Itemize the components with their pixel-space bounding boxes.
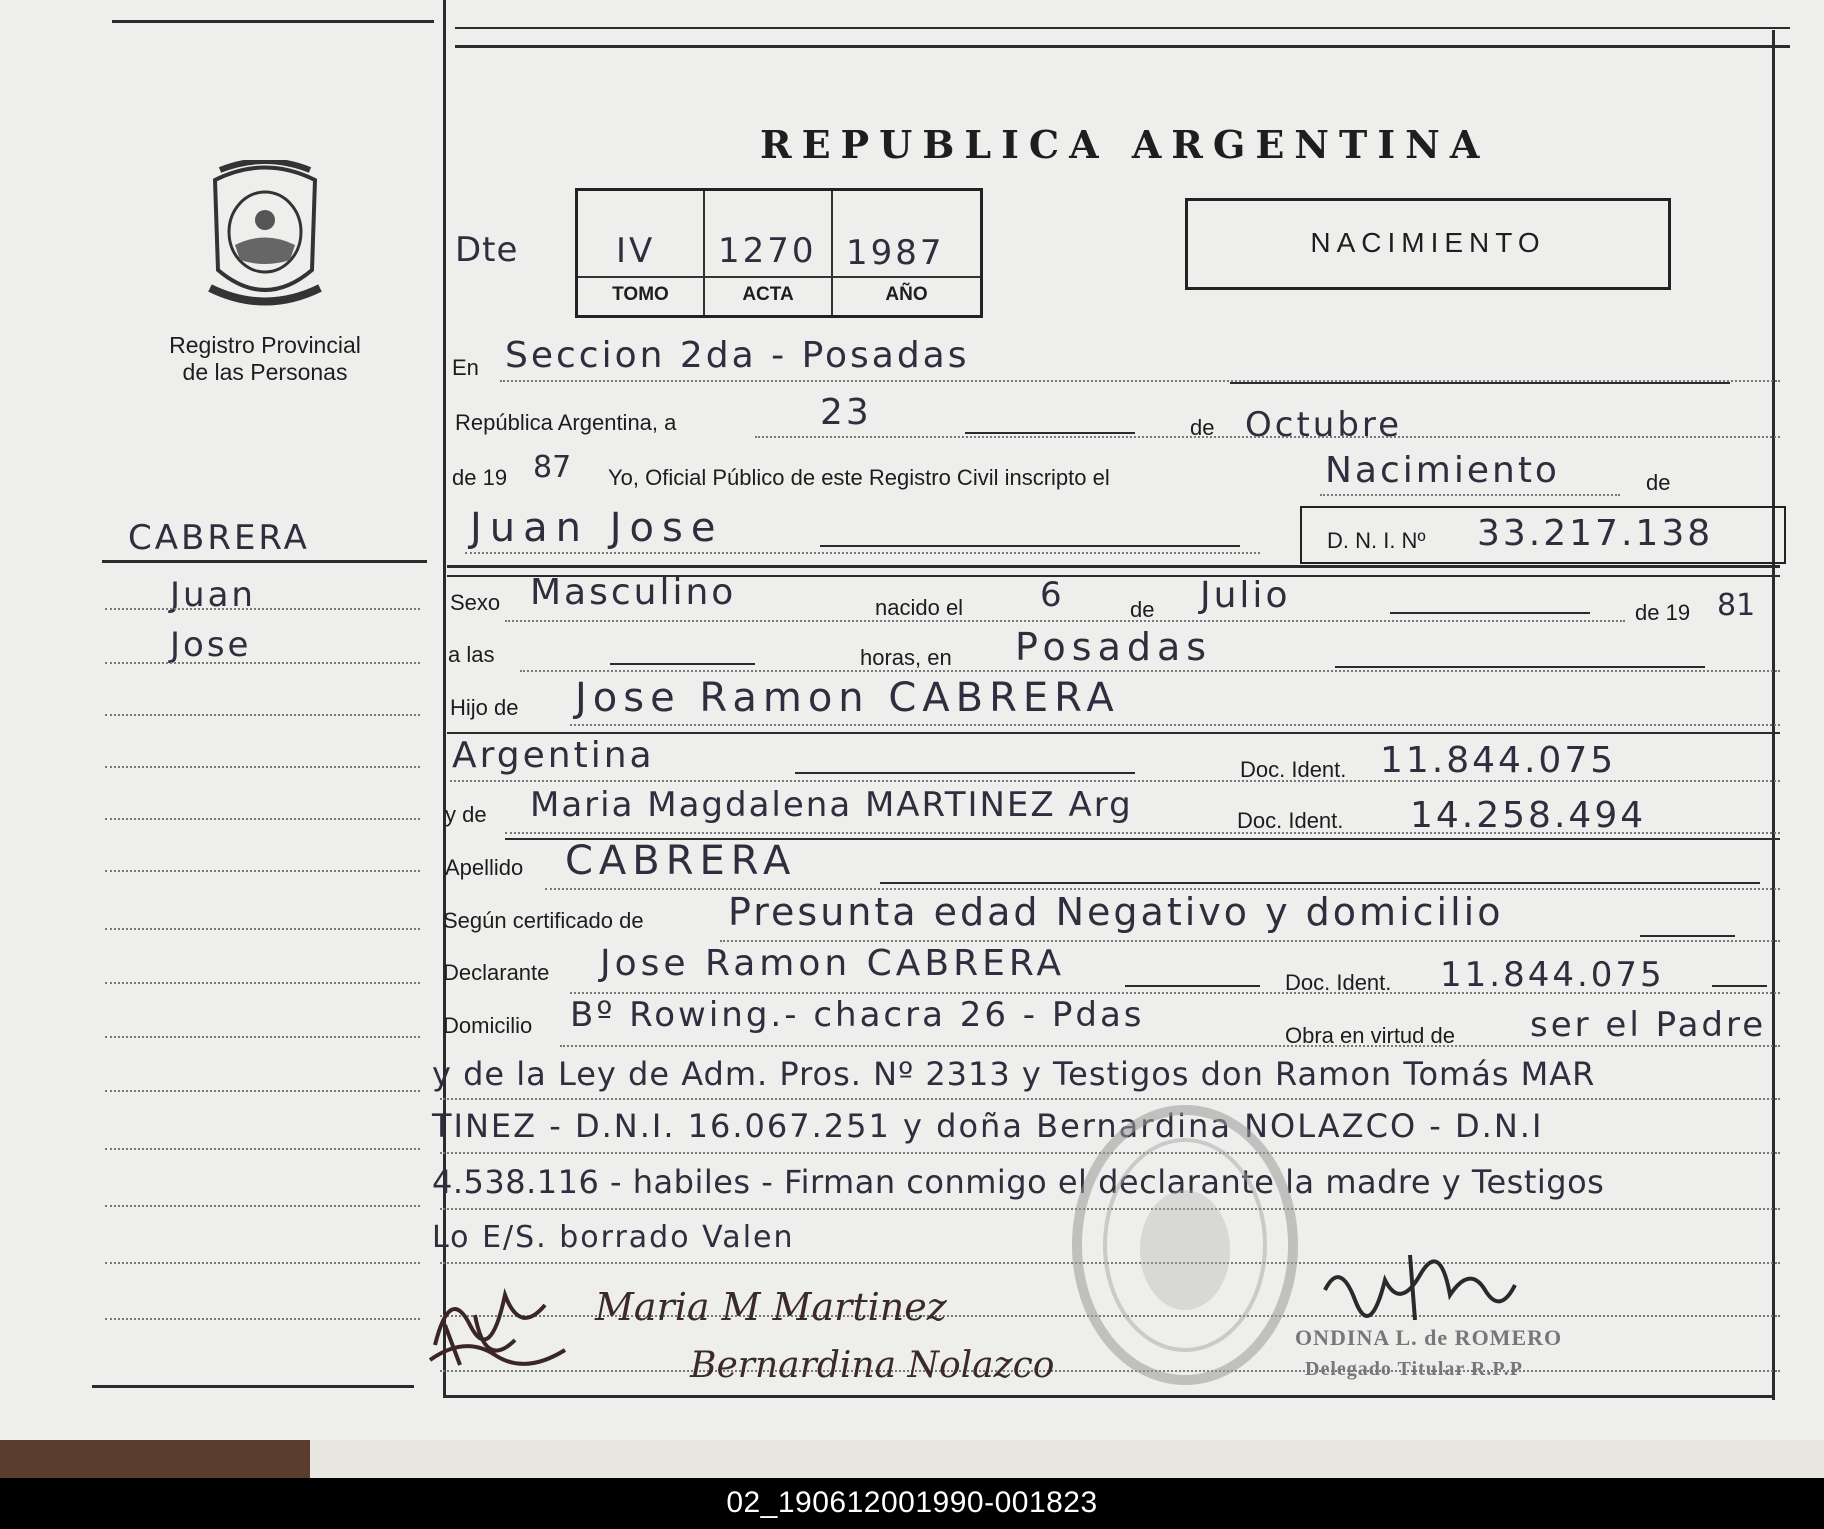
- rule: [1712, 985, 1767, 987]
- bottom-right-rule: [443, 1395, 1775, 1398]
- sexo-label: Sexo: [450, 590, 501, 615]
- year-suffix: 87: [533, 450, 572, 485]
- margin-dots: [105, 928, 420, 930]
- rule: [1640, 935, 1735, 937]
- margin-rule-1: [102, 560, 427, 563]
- tomo-acta-ano-box: [575, 188, 983, 318]
- rule: [795, 772, 1135, 774]
- tomo-label: TOMO: [612, 284, 669, 305]
- dots: [505, 620, 1625, 622]
- header-rule: [455, 45, 1790, 48]
- declarante-label: Declarante: [443, 960, 550, 985]
- rule: [447, 732, 1780, 734]
- declarante-doc: 11.844.075: [1440, 955, 1665, 995]
- dni-value: 33.217.138: [1477, 513, 1714, 554]
- rule: [965, 432, 1135, 434]
- en-label: En: [452, 355, 479, 380]
- right-vertical-rule: [1772, 30, 1775, 1400]
- registry-label-1: Registro Provincial: [169, 332, 361, 358]
- father-doc: 11.844.075: [1380, 740, 1617, 781]
- signature-declarante: [425, 1265, 575, 1379]
- mother-doc: 14.258.494: [1410, 795, 1647, 836]
- desk-edge: [0, 1440, 310, 1478]
- acta-label: ACTA: [742, 284, 794, 305]
- free-text-line-4: Lo E/S. borrado Valen: [432, 1220, 795, 1255]
- margin-dots: [105, 1148, 420, 1150]
- free-text-line-3: 4.538.116 - habiles - Firman conmigo el declarante la madre y Testigos: [432, 1163, 1605, 1201]
- top-right-rule: [455, 27, 1790, 29]
- rule: [1230, 382, 1730, 384]
- record-type-box: [1185, 198, 1671, 290]
- dots: [755, 436, 1780, 438]
- signature-testigo: Bernardina Nolazco: [690, 1345, 1055, 1386]
- dni-label: D. N. I. Nº: [1327, 528, 1426, 553]
- de-label-2: de: [1646, 470, 1671, 495]
- doc-ident-label-3: Doc. Ident.: [1285, 970, 1392, 995]
- obra-label: Obra en virtud de: [1285, 1023, 1455, 1048]
- year-prefix: de 19: [452, 465, 508, 490]
- signature-official: [1320, 1250, 1520, 1334]
- birth-place: Posadas: [1015, 625, 1213, 669]
- apellido-label: Apellido: [445, 855, 524, 880]
- margin-dots: [105, 1318, 420, 1320]
- top-left-rule: [112, 20, 434, 23]
- rule: [1335, 666, 1705, 668]
- margin-given-2: Jose: [170, 625, 252, 665]
- birth-day: 6: [1040, 575, 1065, 615]
- doc-ident-label-2: Doc. Ident.: [1237, 808, 1344, 833]
- birth-year-suffix: 81: [1717, 588, 1756, 623]
- dots: [520, 670, 1780, 672]
- yo-label: Yo, Oficial Público de este Registro Civil inscripto el: [608, 465, 1110, 490]
- segun-value: Presunta edad Negativo y domicilio: [728, 890, 1504, 934]
- dots: [720, 940, 1780, 942]
- en-value: Seccion 2da - Posadas: [505, 335, 970, 376]
- rule: [880, 882, 1760, 884]
- dots: [570, 992, 1780, 994]
- yde-label: y de: [445, 802, 487, 827]
- acta-value: 1270: [718, 231, 817, 271]
- misiones-seal-icon: [200, 160, 330, 315]
- obra-value: ser el Padre: [1530, 1005, 1767, 1045]
- domicilio-value: Bº Rowing.- chacra 26 - Pdas: [570, 995, 1145, 1035]
- dte-label: Dte: [455, 230, 519, 270]
- dni-box: [1300, 506, 1786, 564]
- margin-surname: CABRERA: [128, 518, 310, 558]
- hijo-label: Hijo de: [450, 695, 519, 720]
- tomo-value: IV: [616, 231, 656, 271]
- bottom-left-rule: [92, 1385, 414, 1388]
- doc-ident-label-1: Doc. Ident.: [1240, 757, 1347, 782]
- father-nationality: Argentina: [452, 735, 655, 776]
- ano-label: AÑO: [885, 284, 928, 305]
- inscripto-value: Nacimiento: [1325, 450, 1560, 491]
- rule: [1390, 612, 1590, 614]
- dots: [450, 780, 1780, 782]
- month-value: Octubre: [1245, 405, 1403, 445]
- segun-label: Según certificado de: [443, 908, 644, 933]
- margin-dots: [105, 662, 420, 664]
- domicilio-label: Domicilio: [443, 1013, 533, 1038]
- margin-dots: [105, 1205, 420, 1207]
- father-name: Jose Ramon CABRERA: [575, 675, 1120, 721]
- rule: [820, 545, 1240, 547]
- official-title: Delegado Titular R.P.P: [1305, 1358, 1523, 1380]
- registry-label-2: de las Personas: [182, 359, 348, 385]
- margin-dots: [105, 870, 420, 872]
- sexo-value: Masculino: [530, 572, 737, 613]
- free-text-line-1: y de la Ley de Adm. Pros. Nº 2313 y Testigos don Ramon Tomás MAR: [432, 1055, 1596, 1093]
- margin-dots: [105, 1090, 420, 1092]
- day-value: 23: [820, 392, 872, 433]
- margin-given-1: Juan: [170, 575, 256, 615]
- margin-dots: [105, 818, 420, 820]
- rule: [1125, 985, 1260, 987]
- official-name: ONDINA L. de ROMERO: [1295, 1325, 1563, 1350]
- margin-dots: [105, 1262, 420, 1264]
- dots: [505, 832, 1780, 834]
- paper-edge: [310, 1440, 1824, 1478]
- nacido-label: nacido el: [875, 595, 964, 620]
- de-label: de: [1190, 415, 1215, 440]
- birth-month: Julio: [1200, 575, 1291, 616]
- ano-value: 1987: [846, 233, 945, 273]
- alas-label: a las: [448, 642, 495, 667]
- signature-madre: Maria M Martinez: [595, 1285, 947, 1329]
- apellido-value: CABRERA: [565, 838, 797, 884]
- image-id-bar: [0, 1478, 1824, 1529]
- birth-year-prefix: de 19: [1635, 600, 1691, 625]
- dots: [1320, 494, 1620, 496]
- mother-name: Maria Magdalena MARTINEZ Arg: [530, 785, 1133, 825]
- margin-dots: [105, 766, 420, 768]
- republica-label: República Argentina, a: [455, 410, 677, 435]
- child-name: Juan Jose: [470, 505, 724, 551]
- margin-dots: [105, 1036, 420, 1038]
- image-id-label: 02_190612001990-001823: [726, 1486, 1098, 1519]
- official-stamp-icon: [1070, 1100, 1300, 1395]
- de-label-3: de: [1130, 597, 1155, 622]
- declarante-value: Jose Ramon CABRERA: [600, 943, 1066, 984]
- rule: [447, 565, 1780, 568]
- dots: [465, 552, 1260, 554]
- record-type-label: NACIMIENTO: [1310, 227, 1546, 258]
- rule: [610, 663, 755, 665]
- dots: [570, 724, 1780, 726]
- dots: [560, 1045, 1780, 1047]
- margin-dots: [105, 982, 420, 984]
- margin-dots: [105, 714, 420, 716]
- free-text-line-2: TINEZ - D.N.I. 16.067.251 y doña Bernardina NOLAZCO - D.N.I: [432, 1107, 1544, 1145]
- horas-label: horas, en: [860, 645, 952, 670]
- country-title: REPUBLICA ARGENTINA: [760, 122, 1490, 167]
- margin-dots: [105, 608, 420, 610]
